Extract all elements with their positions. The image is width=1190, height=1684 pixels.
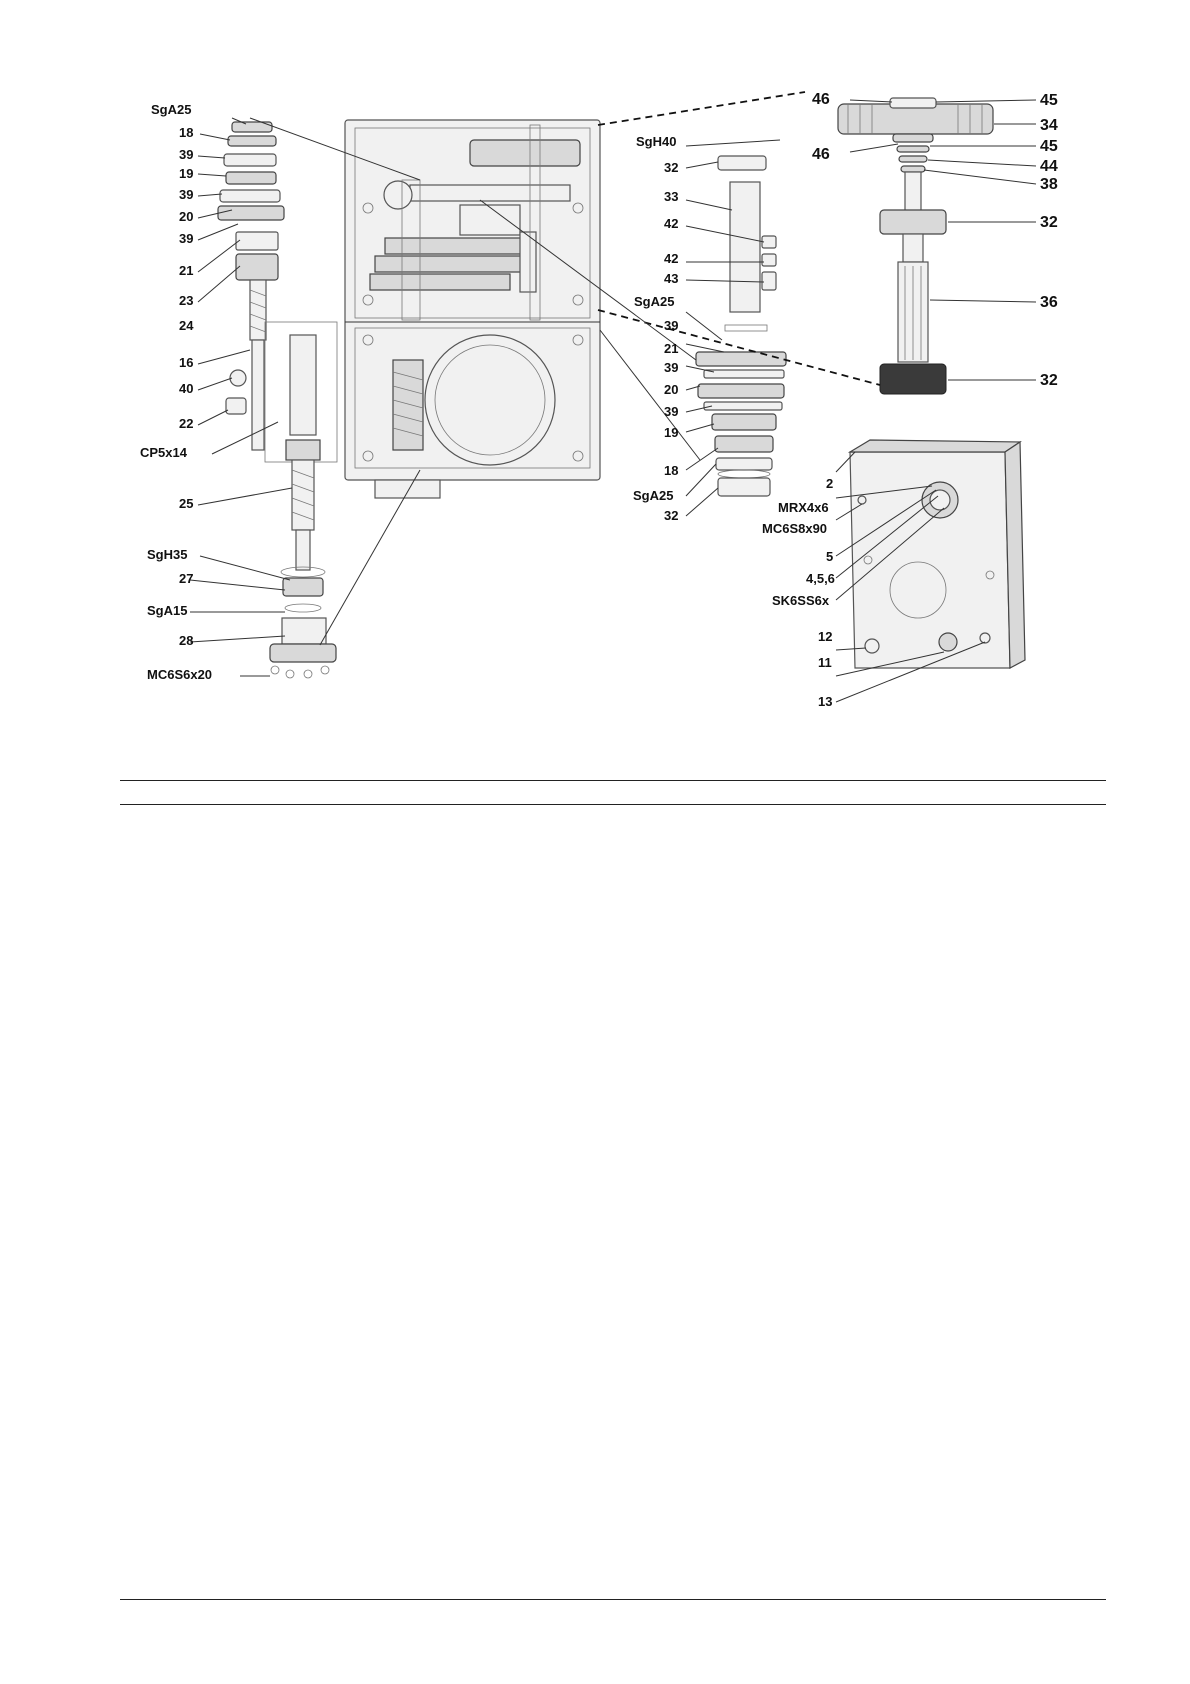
label-sgh40: SgH40 (636, 134, 677, 149)
spindle-assembly-drawing (838, 98, 993, 394)
label-22: 22 (179, 416, 194, 431)
label-16: 16 (179, 355, 194, 370)
label-33: 33 (664, 189, 679, 204)
label-sgh35: SgH35 (147, 547, 188, 562)
label-38: 38 (1040, 176, 1058, 193)
housing-cover-drawing (850, 440, 1025, 668)
label-43: 43 (664, 271, 679, 286)
label-40: 40 (179, 381, 194, 396)
label-13: 13 (818, 694, 833, 709)
label-12: 12 (818, 629, 833, 644)
label-2: 2 (826, 476, 834, 491)
label-mc6s6x20: MC6S6x20 (147, 667, 213, 682)
label-5: 5 (826, 549, 834, 564)
label-46-b: 46 (812, 146, 830, 163)
label-4-5-6: 4,5,6 (806, 571, 835, 586)
label-23: 23 (179, 293, 194, 308)
label-32-mid-2: 32 (664, 508, 679, 523)
label-mc6s8x90: MC6S8x90 (762, 521, 828, 536)
label-39-mid-1: 39 (664, 318, 679, 333)
middle-shaft-assembly-drawing (696, 156, 786, 496)
rule-top (120, 780, 1106, 781)
label-20-mid: 20 (664, 382, 679, 397)
label-27: 27 (179, 571, 194, 586)
label-sga25-top: SgA25 (151, 102, 192, 117)
label-45-b: 45 (1040, 138, 1058, 155)
label-36: 36 (1040, 294, 1058, 311)
label-32-right-2: 32 (1040, 372, 1058, 389)
label-39-left-3: 39 (179, 231, 194, 246)
label-32-right-1: 32 (1040, 214, 1058, 231)
label-mrx4x6: MRX4x6 (778, 500, 829, 515)
label-25: 25 (179, 496, 194, 511)
label-21-left: 21 (179, 263, 194, 278)
gearbox-housing-drawing (345, 120, 600, 498)
label-21-mid: 21 (664, 341, 679, 356)
label-sga25-mid: SgA25 (634, 294, 675, 309)
label-42-a: 42 (664, 216, 679, 231)
label-42-b: 42 (664, 251, 679, 266)
left-shaft-assembly-drawing (218, 122, 337, 678)
label-24: 24 (179, 318, 194, 333)
label-18-mid: 18 (664, 463, 679, 478)
label-39-mid-3: 39 (664, 404, 679, 419)
label-39-left-1: 39 (179, 147, 194, 162)
label-39-left-2: 39 (179, 187, 194, 202)
label-19-mid: 19 (664, 425, 679, 440)
label-sga15: SgA15 (147, 603, 188, 618)
label-39-mid-2: 39 (664, 360, 679, 375)
label-sk6ss6x: SK6SS6x (772, 593, 830, 608)
label-46-a: 46 (812, 91, 830, 108)
label-44: 44 (1040, 158, 1058, 175)
exploded-parts-diagram (0, 0, 1190, 760)
label-cp5x14: CP5x14 (140, 445, 187, 460)
rule-bottom (120, 1599, 1106, 1600)
label-32-mid-1: 32 (664, 160, 679, 175)
label-18-left: 18 (179, 125, 194, 140)
label-11: 11 (818, 655, 832, 670)
label-28: 28 (179, 633, 194, 648)
label-19-left: 19 (179, 166, 194, 181)
label-20-left: 20 (179, 209, 194, 224)
rule-second (120, 804, 1106, 805)
label-45-a: 45 (1040, 92, 1058, 109)
label-34: 34 (1040, 117, 1058, 134)
label-sga25-mid-2: SgA25 (633, 488, 674, 503)
